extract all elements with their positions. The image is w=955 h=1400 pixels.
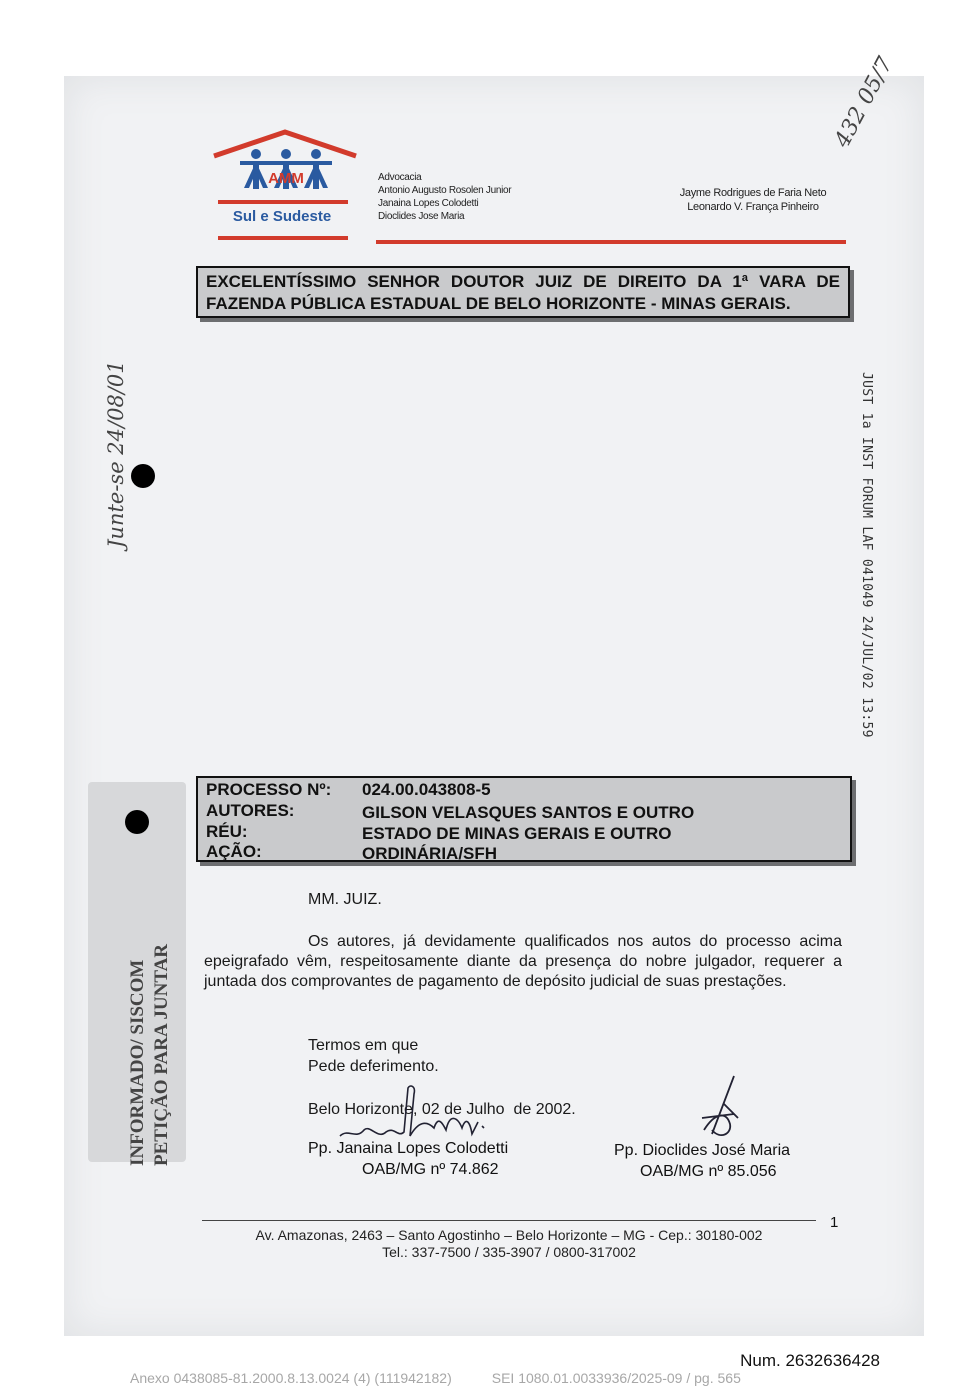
sei-annex: Anexo 0438085-81.2000.8.13.0024 (4) (111942182) <box>130 1370 452 1386</box>
side-stamp-line: PETIÇÃO PARA JUNTAR <box>151 943 172 1166</box>
firm-line: Leonardo V. França Pinheiro <box>687 201 819 213</box>
action-label: AÇÃO: <box>206 842 262 861</box>
side-stamp-line: INFORMADO/ SISCOM <box>127 959 148 1166</box>
document-number: Num. 2632636428 <box>740 1351 880 1370</box>
logo-figures-icon <box>236 148 336 192</box>
addressee-box: EXCELENTÍSSIMO SENHOR DOUTOR JUIZ DE DIREITO DA 1ª VARA DE FAZENDA PÚBLICA ESTADUAL DE BELO HORIZONTE - MINAS GERAIS. <box>196 266 850 318</box>
logo-letters: AMM <box>268 170 304 187</box>
firm-names-right <box>660 186 846 214</box>
signature-scribble-left-icon <box>338 1082 488 1146</box>
header-divider <box>376 240 846 244</box>
footer-divider <box>202 1220 816 1221</box>
process-number-value: 024.00.043808-5 <box>362 780 491 799</box>
page-number: 1 <box>830 1214 839 1231</box>
side-stamp-text <box>126 896 174 1166</box>
sei-process: SEI 1080.01.0033936/2025-09 / pg. 565 <box>491 1370 741 1386</box>
sei-reference <box>130 1370 781 1386</box>
punch-hole <box>125 810 149 834</box>
signature-oab-right: OAB/MG nº 85.056 <box>640 1163 777 1180</box>
firm-names-left <box>378 171 511 223</box>
defendant-label: RÉU: <box>206 822 248 841</box>
salutation: MM. JUIZ. <box>308 891 382 908</box>
footer-address: Av. Amazonas, 2463 – Santo Agostinho – Belo Horizonte – MG - Cep.: 30180-002 <box>255 1227 763 1243</box>
signature-name-right: Pp. Dioclides José Maria <box>614 1142 791 1159</box>
firm-line: Antonio Augusto Rosolen Junior <box>378 185 512 196</box>
signature-oab-left: OAB/MG nº 74.862 <box>362 1161 499 1178</box>
signature-scribble-right-icon <box>694 1074 750 1146</box>
protocol-stamp: JUST 1a INST FORUM LAF 041049 24/JUL/02 13:59 <box>859 372 874 738</box>
firm-line: Dioclides Jose Maria <box>378 211 465 222</box>
firm-line: Jayme Rodrigues de Faria Neto <box>679 187 827 199</box>
place-date: Belo Horizonte, 02 de Julho de 2002. <box>308 1101 576 1118</box>
logo-top-bar <box>218 200 348 204</box>
authors-label: AUTORES: <box>206 801 295 820</box>
closing-line: Termos em que <box>308 1037 419 1054</box>
action-value: ORDINÁRIA/SFH <box>362 844 498 863</box>
firm-line: Janaina Lopes Colodetti <box>378 198 479 209</box>
process-box <box>196 776 852 862</box>
process-number-label: PROCESSO Nº: <box>206 780 332 799</box>
body-paragraph: Os autores, já devidamente qualificados nos autos do processo acima epeigrafado vêm, respeitosamente diante da presença do nobre julgador, requerer a juntada dos comprovantes de pagamento de depósito judicial de suas prestações. <box>204 933 842 990</box>
authors-value: GILSON VELASQUES SANTOS E OUTRO <box>362 803 695 822</box>
signature-name-left: Pp. Janaina Lopes Colodetti <box>308 1140 509 1157</box>
footer-phone: Tel.: 337-7500 / 335-3907 / 0800-317002 <box>382 1244 636 1260</box>
handwritten-top-number: 432 05/7 <box>830 53 899 152</box>
punch-hole <box>131 464 155 488</box>
closing-line: Pede deferimento. <box>308 1058 439 1075</box>
logo-caption: Sul e Sudeste <box>232 208 332 225</box>
defendant-value: ESTADO DE MINAS GERAIS E OUTRO <box>362 824 672 843</box>
handwritten-margin-note: Junte-se 24/08/01 <box>104 360 128 548</box>
firm-line: Advocacia <box>378 172 422 183</box>
logo-bottom-bar <box>218 236 348 240</box>
